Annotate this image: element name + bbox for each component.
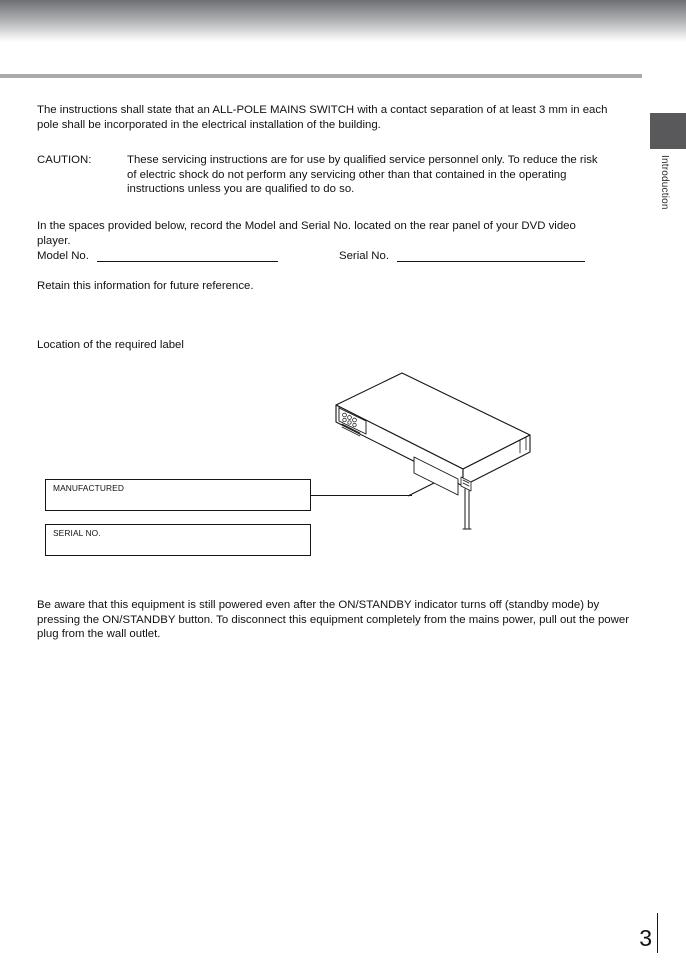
- standby-warning-paragraph: Be aware that this equipment is still powered even after the ON/STANDBY indicator turns off (standby mode) by pressing the ON/STANDBY button. To disconnect this equipment completely from the mains power, pull out the power plug from the wall outlet.: [37, 599, 629, 641]
- serial-no-label-box[interactable]: [45, 524, 311, 556]
- model-no-field[interactable]: [37, 249, 278, 264]
- manufactured-label-box[interactable]: [45, 479, 311, 511]
- serial-no-label-title: SERIAL NO.: [53, 528, 101, 538]
- section-tab-block: [650, 113, 686, 149]
- header-gradient-band: [0, 0, 686, 42]
- model-no-write-line[interactable]: [97, 261, 278, 262]
- caution-block: [37, 153, 622, 197]
- model-serial-fillin-row: [37, 249, 622, 267]
- model-no-label: Model No.: [37, 250, 89, 262]
- section-tab-label: Introduction: [659, 155, 670, 210]
- intro-paragraph: The instructions shall state that an ALL-POLE MAINS SWITCH with a contact separation of at least 3 mm in each pole shall be incorporated in the electrical installation of the building.: [37, 104, 608, 131]
- serial-no-field[interactable]: [339, 249, 585, 264]
- manufactured-label-title: MANUFACTURED: [53, 483, 124, 493]
- location-caption-section: [37, 338, 622, 353]
- retain-section: [37, 279, 622, 294]
- header-divider-rule: [0, 74, 642, 78]
- dvd-player-illustration: [330, 372, 540, 532]
- caution-text: These servicing instructions are for use by qualified service personnel only. To reduce the risk of electric shock do not perform any servicing other than that contained in the operating instructions unless you are qualified to do so.: [127, 154, 598, 196]
- caution-label: CAUTION:: [37, 154, 92, 167]
- page-content: [37, 103, 622, 248]
- record-model-serial-paragraph: In the spaces provided below, record the Model and Serial No. located on the rear panel of your DVD video player.: [37, 219, 576, 247]
- serial-no-write-line[interactable]: [397, 261, 585, 262]
- standby-warning-section: [37, 598, 637, 642]
- location-caption: Location of the required label: [37, 339, 184, 351]
- serial-no-label: Serial No.: [339, 250, 390, 262]
- retain-paragraph: Retain this information for future reference.: [37, 280, 254, 292]
- page-number: 3: [639, 925, 652, 951]
- page-number-rule: [657, 913, 658, 953]
